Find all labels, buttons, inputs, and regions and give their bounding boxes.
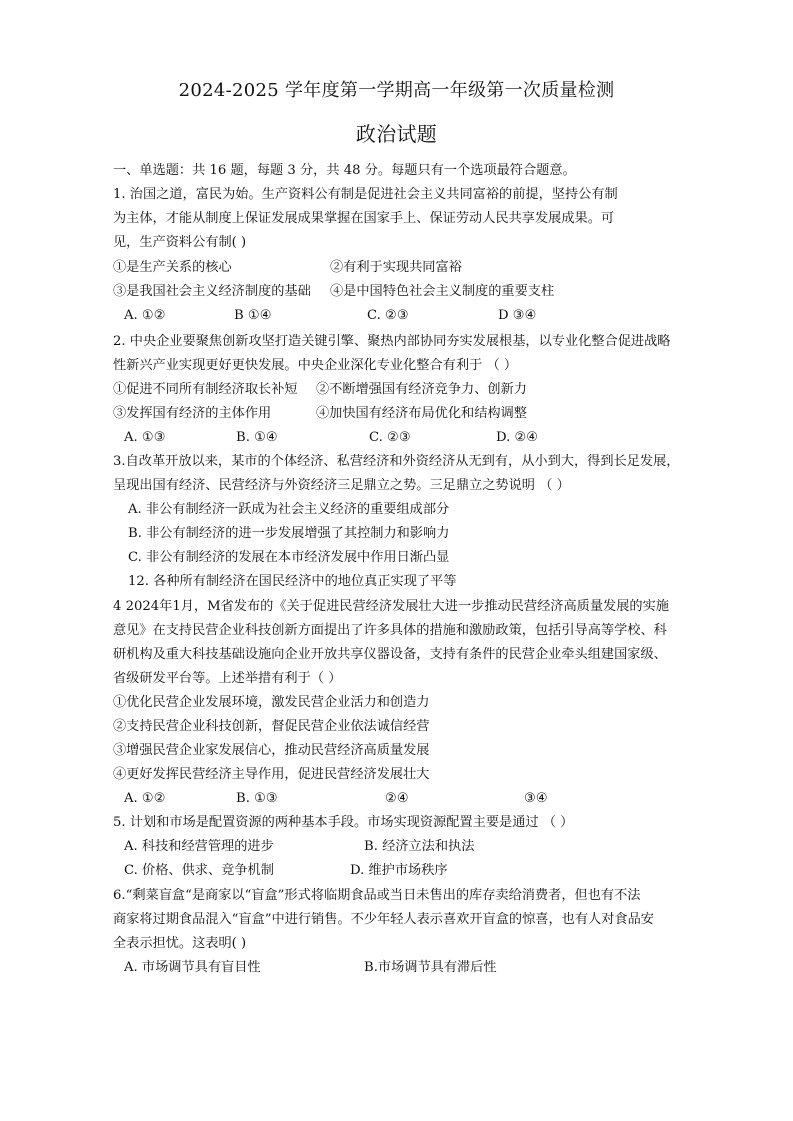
q6-stem-line-3: 全表示担忧。这表明( ) <box>113 936 247 951</box>
q2-option-c: C. ②③ <box>369 430 411 445</box>
q4-option-b: B. ①③ <box>236 791 278 806</box>
q1-stem-line-3: 见，生产资料公有制( ) <box>113 235 247 250</box>
q4-statement-3: ③增强民营企业家发展信心，推动民营经济高质量发展 <box>113 743 430 758</box>
q4-statement-4: ④更好发挥民营经济主导作用，促进民营经济发展壮大 <box>113 767 430 782</box>
q2-stem-line-1: 2. 中央企业要聚焦创新攻坚打造关键引擎、聚热内部协同夯实发展根基，以专业化整合促进战略 <box>113 334 671 349</box>
q1-option-d: D ③④ <box>498 308 537 323</box>
q1-statement-2: ②有利于实现共同富裕 <box>330 260 462 275</box>
q4-stem-line-1: 4 2024年1月，M省发布的《关于促进民营经济发展壮大进一步推动民营经济高质量发展的实施 <box>113 599 669 614</box>
q1-option-c: C. ②③ <box>367 308 409 323</box>
q4-option-c: ②④ <box>385 791 409 806</box>
q6-option-a: A. 市场调节具有盲目性 <box>124 960 261 975</box>
q2-statement-4: ④加快国有经济布局优化和结构调整 <box>316 406 527 421</box>
q4-stem-line-4: 省级研发平台等。上述举措有利于（ ） <box>113 671 342 686</box>
q5-option-b: B. 经济立法和执法 <box>364 839 475 854</box>
q4-stem-line-3: 研机构及重大科技基础设施向企业开放共享仪器设备，支持有条件的民营企业牵头组建国家级、 <box>113 647 667 662</box>
q5-option-a: A. 科技和经营管理的进步 <box>124 839 274 854</box>
q1-statement-3: ③是我国社会主义经济制度的基础 <box>113 284 311 299</box>
q5-option-c: C. 价格、供求、竞争机制 <box>124 863 274 878</box>
q1-option-b: B ①④ <box>234 308 272 323</box>
q3-option-c: C. 非公有制经济的发展在本市经济发展中作用日渐凸显 <box>128 550 450 565</box>
q6-option-b: B.市场调节具有滞后性 <box>364 960 497 975</box>
q3-stem-line-2: 呈现出国有经济、民营经济与外资经济三足鼎立之势。三足鼎立之势说明 （ ） <box>113 478 570 493</box>
q4-stem-line-2: 意见》在支持民营企业科技创新方面提出了许多具体的措施和激励政策，包括引导高等学校、科 <box>113 623 667 638</box>
q3-option-b: B. 非公有制经济的进一步发展增强了其控制力和影响力 <box>128 526 450 541</box>
q2-option-d: D. ②④ <box>496 430 539 445</box>
q6-stem-line-2: 商家将过期食品混入“盲盒”中进行销售。不少年轻人表示喜欢开盲盒的惊喜，也有人对食品安 <box>113 912 654 927</box>
q1-option-a: A. ①② <box>124 308 166 323</box>
q4-option-d: ③④ <box>524 791 548 806</box>
exam-title: 2024-2025 学年度第一学期高一年级第一次质量检测 <box>178 80 615 101</box>
q1-statement-4: ④是中国特色社会主义制度的重要支柱 <box>330 284 555 299</box>
q5-stem: 5. 计划和市场是配置资源的两种基本手段。市场实现资源配置主要是通过 （ ） <box>113 815 574 830</box>
q4-option-a: A. ①② <box>124 791 166 806</box>
q5-option-d: D. 维护市场秩序 <box>350 863 448 878</box>
q4-statement-1: ①优化民营企业发展环境，激发民营企业活力和创造力 <box>113 695 430 710</box>
q2-option-b: B. ①④ <box>236 430 278 445</box>
q1-stem-line-1: 1. 治国之道，富民为始。生产资料公有制是促进社会主义共同富裕的前提，坚持公有制 <box>113 187 618 202</box>
q2-option-a: A. ①③ <box>124 430 166 445</box>
q1-statement-1: ①是生产关系的核心 <box>113 260 232 275</box>
q2-statement-1: ①促进不同所有制经济取长补短 <box>113 382 298 397</box>
q2-statement-3: ③发挥国有经济的主体作用 <box>113 406 272 421</box>
q1-stem-line-2: 为主体，才能从制度上保证发展成果掌握在国家手上、保证劳动人民共享发展成果。可 <box>113 211 615 226</box>
q6-stem-line-1: 6.“剩菜盲盒“是商家以“盲盒”形式将临期食品或当日未售出的库存卖给消费者，但也有不法 <box>113 888 641 903</box>
q4-statement-2: ②支持民营企业科技创新，督促民营企业依法诚信经营 <box>113 719 430 734</box>
q2-stem-line-2: 性新兴产业实现更好更快发展。中央企业深化专业化整合有利于 （ ） <box>113 358 518 373</box>
q3-option-a: A. 非公有制经济一跃成为社会主义经济的重要组成部分 <box>128 502 450 517</box>
q3-option-d: 12. 各种所有制经济在国民经济中的地位真正实现了平等 <box>128 574 457 589</box>
section-instructions: 一、单选题：共 16 题，每题 3 分，共 48 分。每题只有一个选项最符合题意。 <box>113 163 576 178</box>
q2-statement-2: ②不断增强国有经济竞争力、创新力 <box>316 382 527 397</box>
exam-subtitle: 政治试题 <box>355 122 438 146</box>
q3-stem-line-1: 3.自改革开放以来，某市的个体经济、私营经济和外资经济从无到有，从小到大，得到长足发展， <box>113 454 680 469</box>
